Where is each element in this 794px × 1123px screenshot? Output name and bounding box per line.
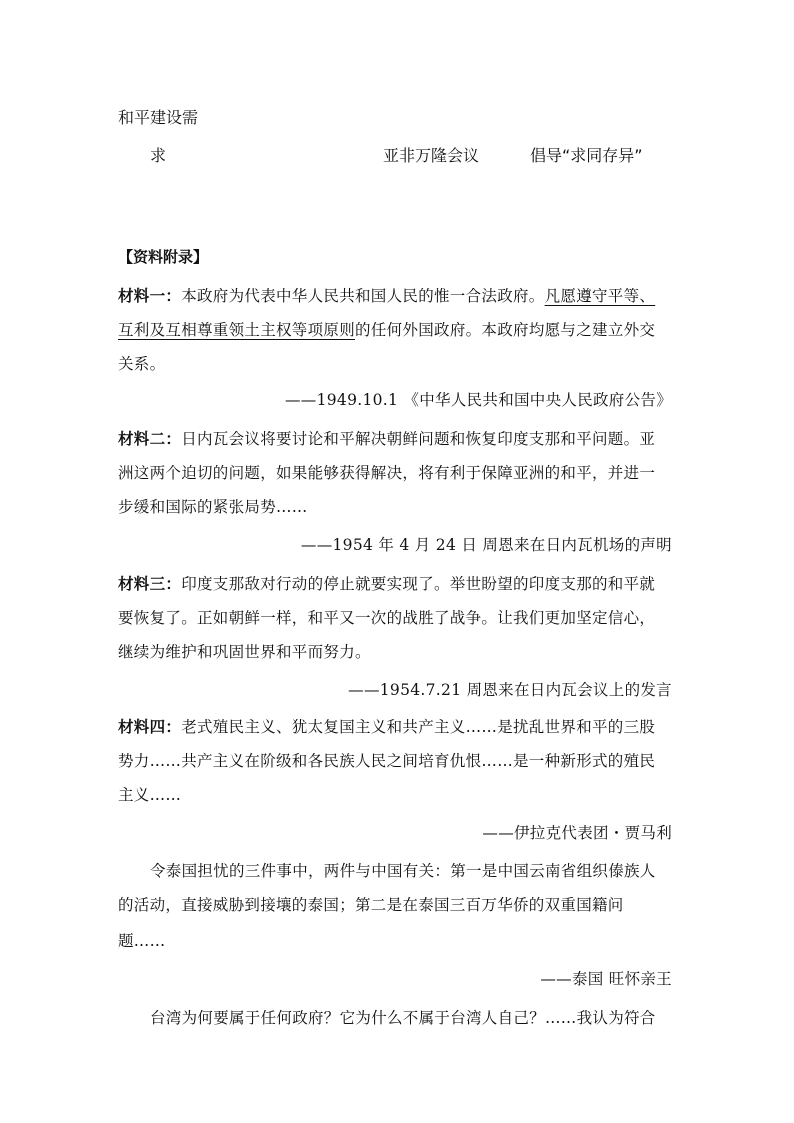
material-4-line-1	[118, 720, 655, 736]
table-cell-seek-common: 倡导“求同存异”	[530, 146, 643, 165]
material-2-line-1	[118, 432, 655, 448]
table-cell-bandung: 亚非万隆会议	[383, 146, 480, 165]
material-1-text-d: 的任何外国政府。本政府均愿与之建立外交	[355, 321, 656, 339]
material-4-p3-line-1: 台湾为何要属于任何政府？它为什么不属于台湾人自己？……我认为符合	[150, 1009, 656, 1027]
material-3-source: ——1954.7.21 周恩来在日内瓦会议上的发言	[348, 681, 672, 699]
material-1-underline-b: 互利及互相尊重领土主权等项原则	[118, 321, 356, 339]
material-2-text-1: 日内瓦会议将要讨论和平解决朝鲜问题和恢复印度支那和平问题。亚	[181, 430, 656, 448]
material-4-p2-line-3: 题……	[118, 932, 166, 950]
material-2-line-2: 洲这两个迫切的问题，如果能够获得解决，将有利于保障亚洲的和平，并进一	[118, 464, 656, 482]
material-1-line-2	[118, 323, 655, 339]
material-4-line-2: 势力……共产主义在阶级和各民族人民之间培育仇恨……是一种新形式的殖民	[118, 752, 656, 770]
material-1-line-3: 关系。	[118, 355, 166, 373]
material-2-label: 材料二：	[118, 430, 182, 448]
material-4-p2-line-2: 的活动，直接威胁到接壤的泰国；第二是在泰国三百万华侨的双重国籍问	[118, 896, 624, 914]
material-4-label: 材料四：	[118, 718, 182, 736]
material-1-text-a: 本政府为代表中华人民共和国人民的惟一合法政府。	[181, 287, 545, 305]
material-4-p2-line-1: 令泰国担忧的三件事中，两件与中国有关：第一是中国云南省组织傣族人	[150, 862, 656, 880]
material-4-source-1: ——伊拉克代表团・贾马利	[482, 824, 672, 842]
material-2-line-3: 步缓和国际的紧张局势……	[118, 498, 308, 516]
material-1-line-1	[118, 289, 655, 305]
material-1-underline-a: 凡愿遵守平等、	[544, 287, 656, 305]
material-1-label: 材料一：	[118, 287, 182, 305]
material-1-source: ——1949.10.1 《中华人民共和国中央人民政府公告》	[284, 391, 672, 409]
material-2-source: ——1954 年 4 月 24 日 周恩来在日内瓦机场的声明	[300, 536, 672, 554]
material-4-text-1: 老式殖民主义、犹太复国主义和共产主义……是扰乱世界和平的三股	[181, 718, 656, 736]
material-3-text-1: 印度支那敌对行动的停止就要实现了。举世盼望的印度支那的和平就	[181, 575, 656, 593]
appendix-heading: 【资料附录】	[118, 248, 209, 266]
table-cell-demand: 和平建设需	[118, 108, 199, 127]
material-3-line-3: 继续为维护和巩固世界和平而努力。	[118, 643, 371, 661]
material-4-line-3: 主义……	[118, 786, 182, 804]
material-4-source-2: ——泰国 旺怀亲王	[540, 970, 672, 988]
material-3-line-2: 要恢复了。正如朝鲜一样，和平又一次的战胜了战争。让我们更加坚定信心，	[118, 609, 656, 627]
table-cell-demand-cont: 求	[150, 146, 167, 165]
material-3-label: 材料三：	[118, 575, 182, 593]
material-3-line-1	[118, 577, 655, 593]
